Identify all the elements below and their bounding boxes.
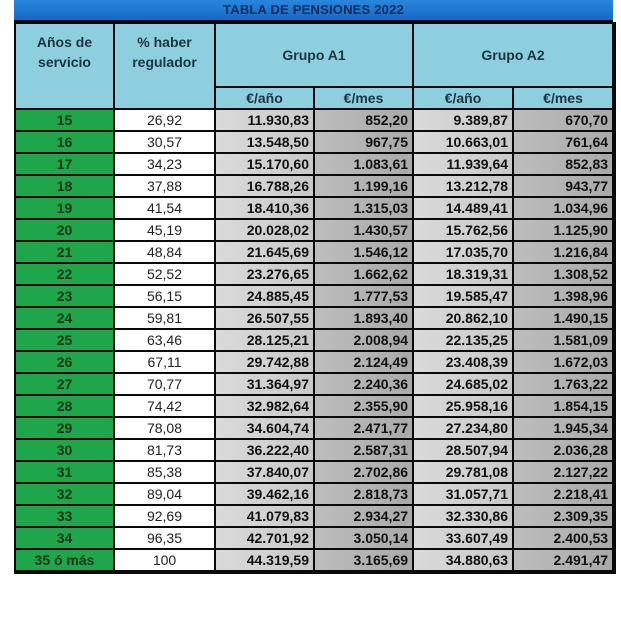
header-a1-year: €/año: [215, 87, 314, 109]
a1-month-amount-cell: 1.083,61: [314, 153, 413, 175]
a2-month-amount-cell: 670,70: [513, 109, 614, 131]
table-row: [15, 131, 614, 153]
a2-year-amount-cell: 34.880,63: [413, 549, 513, 572]
a2-month-amount-cell: 1.945,34: [513, 417, 614, 439]
a1-year-amount-cell: 41.079,83: [215, 505, 314, 527]
a1-month-amount-cell: 1.315,03: [314, 197, 413, 219]
header-years-line2: servicio: [38, 54, 91, 70]
a2-month-amount-cell: 2.491,47: [513, 549, 614, 572]
a2-month-amount-cell: 1.034,96: [513, 197, 614, 219]
table-row: [15, 219, 614, 241]
a2-month-amount-cell: 1.854,15: [513, 395, 614, 417]
table-row: [15, 461, 614, 483]
percent-cell: 67,11: [114, 351, 215, 373]
a2-year-amount-cell: 14.489,41: [413, 197, 513, 219]
percent-cell: 34,23: [114, 153, 215, 175]
a1-month-amount-cell: 2.818,73: [314, 483, 413, 505]
a1-year-amount-cell: 28.125,21: [215, 329, 314, 351]
header-row-groups: [15, 23, 614, 87]
a1-year-amount-cell: 21.645,69: [215, 241, 314, 263]
a1-month-amount-cell: 1.199,16: [314, 175, 413, 197]
table-body: [15, 109, 614, 572]
table-title: TABLA DE PENSIONES 2022: [14, 0, 613, 22]
a2-month-amount-cell: 761,64: [513, 131, 614, 153]
a2-month-amount-cell: 1.581,09: [513, 329, 614, 351]
header-group-a2: Grupo A2: [413, 23, 614, 87]
table-row: [15, 483, 614, 505]
a2-month-amount-cell: 2.400,53: [513, 527, 614, 549]
a1-year-amount-cell: 31.364,97: [215, 373, 314, 395]
a1-year-amount-cell: 37.840,07: [215, 461, 314, 483]
a1-month-amount-cell: 2.240,36: [314, 373, 413, 395]
a2-year-amount-cell: 31.057,71: [413, 483, 513, 505]
header-pct-line2: regulador: [132, 54, 197, 70]
a1-month-amount-cell: 1.893,40: [314, 307, 413, 329]
years-cell: 32: [15, 483, 114, 505]
table-row: [15, 109, 614, 131]
a1-month-amount-cell: 3.050,14: [314, 527, 413, 549]
percent-cell: 85,38: [114, 461, 215, 483]
a2-year-amount-cell: 29.781,08: [413, 461, 513, 483]
a2-year-amount-cell: 18.319,31: [413, 263, 513, 285]
years-cell: 31: [15, 461, 114, 483]
years-cell: 21: [15, 241, 114, 263]
table-row: [15, 153, 614, 175]
a1-year-amount-cell: 26.507,55: [215, 307, 314, 329]
a1-year-amount-cell: 32.982,64: [215, 395, 314, 417]
a1-year-amount-cell: 44.319,59: [215, 549, 314, 572]
a2-year-amount-cell: 13.212,78: [413, 175, 513, 197]
a1-month-amount-cell: 2.355,90: [314, 395, 413, 417]
table-row: [15, 329, 614, 351]
a2-month-amount-cell: 2.127,22: [513, 461, 614, 483]
a1-year-amount-cell: 23.276,65: [215, 263, 314, 285]
years-cell: 18: [15, 175, 114, 197]
a1-month-amount-cell: 852,20: [314, 109, 413, 131]
percent-cell: 92,69: [114, 505, 215, 527]
header-years-of-service: [15, 23, 114, 109]
years-cell: 24: [15, 307, 114, 329]
percent-cell: 52,52: [114, 263, 215, 285]
a1-month-amount-cell: 2.702,86: [314, 461, 413, 483]
a2-year-amount-cell: 22.135,25: [413, 329, 513, 351]
a1-year-amount-cell: 11.930,83: [215, 109, 314, 131]
percent-cell: 78,08: [114, 417, 215, 439]
years-cell: 33: [15, 505, 114, 527]
a2-year-amount-cell: 10.663,01: [413, 131, 513, 153]
table-row: [15, 527, 614, 549]
a1-month-amount-cell: 1.430,57: [314, 219, 413, 241]
header-a2-month: €/mes: [513, 87, 614, 109]
a2-month-amount-cell: 1.490,15: [513, 307, 614, 329]
a1-year-amount-cell: 16.788,26: [215, 175, 314, 197]
years-cell: 17: [15, 153, 114, 175]
years-cell: 30: [15, 439, 114, 461]
percent-cell: 100: [114, 549, 215, 572]
a2-month-amount-cell: 2.309,35: [513, 505, 614, 527]
header-pct-line1: % haber: [137, 34, 192, 50]
table-row: [15, 197, 614, 219]
years-cell: 26: [15, 351, 114, 373]
percent-cell: 70,77: [114, 373, 215, 395]
years-cell: 19: [15, 197, 114, 219]
years-cell: 27: [15, 373, 114, 395]
table-row: [15, 439, 614, 461]
a1-month-amount-cell: 2.471,77: [314, 417, 413, 439]
table-row: [15, 373, 614, 395]
a2-year-amount-cell: 9.389,87: [413, 109, 513, 131]
a2-month-amount-cell: 1.398,96: [513, 285, 614, 307]
a2-month-amount-cell: 852,83: [513, 153, 614, 175]
a1-month-amount-cell: 2.008,94: [314, 329, 413, 351]
table-row: [15, 417, 614, 439]
a2-month-amount-cell: 2.218,41: [513, 483, 614, 505]
a2-month-amount-cell: 1.308,52: [513, 263, 614, 285]
a1-month-amount-cell: 2.124,49: [314, 351, 413, 373]
a2-month-amount-cell: 1.763,22: [513, 373, 614, 395]
years-cell: 23: [15, 285, 114, 307]
a2-year-amount-cell: 33.607,49: [413, 527, 513, 549]
years-cell: 34: [15, 527, 114, 549]
years-cell: 28: [15, 395, 114, 417]
years-cell: 29: [15, 417, 114, 439]
percent-cell: 74,42: [114, 395, 215, 417]
table-row: [15, 175, 614, 197]
header-percent-regulator: [114, 23, 215, 109]
years-cell: 15: [15, 109, 114, 131]
a1-year-amount-cell: 13.548,50: [215, 131, 314, 153]
a1-year-amount-cell: 15.170,60: [215, 153, 314, 175]
a1-year-amount-cell: 34.604,74: [215, 417, 314, 439]
a1-year-amount-cell: 42.701,92: [215, 527, 314, 549]
a2-month-amount-cell: 1.216,84: [513, 241, 614, 263]
a2-year-amount-cell: 15.762,56: [413, 219, 513, 241]
years-cell: 35 ó más: [15, 549, 114, 572]
a2-year-amount-cell: 28.507,94: [413, 439, 513, 461]
pension-table-container: [14, 0, 613, 574]
table-row: [15, 351, 614, 373]
years-cell: 25: [15, 329, 114, 351]
pension-table: [14, 22, 616, 574]
header-group-a1: Grupo A1: [215, 23, 413, 87]
a1-month-amount-cell: 1.662,62: [314, 263, 413, 285]
a2-year-amount-cell: 25.958,16: [413, 395, 513, 417]
table-row: [15, 263, 614, 285]
a1-year-amount-cell: 20.028,02: [215, 219, 314, 241]
table-row: [15, 549, 614, 572]
table-row: [15, 307, 614, 329]
a1-year-amount-cell: 29.742,88: [215, 351, 314, 373]
table-row: [15, 241, 614, 263]
a2-year-amount-cell: 17.035,70: [413, 241, 513, 263]
percent-cell: 63,46: [114, 329, 215, 351]
a2-month-amount-cell: 2.036,28: [513, 439, 614, 461]
a1-year-amount-cell: 24.885,45: [215, 285, 314, 307]
percent-cell: 30,57: [114, 131, 215, 153]
percent-cell: 89,04: [114, 483, 215, 505]
a2-year-amount-cell: 27.234,80: [413, 417, 513, 439]
percent-cell: 59,81: [114, 307, 215, 329]
a1-month-amount-cell: 967,75: [314, 131, 413, 153]
a1-month-amount-cell: 2.934,27: [314, 505, 413, 527]
a1-year-amount-cell: 18.410,36: [215, 197, 314, 219]
percent-cell: 26,92: [114, 109, 215, 131]
a2-month-amount-cell: 943,77: [513, 175, 614, 197]
a1-month-amount-cell: 1.777,53: [314, 285, 413, 307]
a1-year-amount-cell: 36.222,40: [215, 439, 314, 461]
a1-month-amount-cell: 3.165,69: [314, 549, 413, 572]
table-row: [15, 285, 614, 307]
years-cell: 22: [15, 263, 114, 285]
percent-cell: 41,54: [114, 197, 215, 219]
a2-year-amount-cell: 19.585,47: [413, 285, 513, 307]
a2-year-amount-cell: 11.939,64: [413, 153, 513, 175]
a2-year-amount-cell: 32.330,86: [413, 505, 513, 527]
percent-cell: 37,88: [114, 175, 215, 197]
a1-month-amount-cell: 2.587,31: [314, 439, 413, 461]
header-a2-year: €/año: [413, 87, 513, 109]
percent-cell: 48,84: [114, 241, 215, 263]
a1-year-amount-cell: 39.462,16: [215, 483, 314, 505]
percent-cell: 81,73: [114, 439, 215, 461]
a2-year-amount-cell: 24.685,02: [413, 373, 513, 395]
percent-cell: 56,15: [114, 285, 215, 307]
header-years-line1: Años de: [36, 34, 93, 50]
table-row: [15, 505, 614, 527]
years-cell: 16: [15, 131, 114, 153]
a2-year-amount-cell: 23.408,39: [413, 351, 513, 373]
table-row: [15, 395, 614, 417]
percent-cell: 96,35: [114, 527, 215, 549]
header-a1-month: €/mes: [314, 87, 413, 109]
a2-year-amount-cell: 20.862,10: [413, 307, 513, 329]
a1-month-amount-cell: 1.546,12: [314, 241, 413, 263]
a2-month-amount-cell: 1.672,03: [513, 351, 614, 373]
percent-cell: 45,19: [114, 219, 215, 241]
years-cell: 20: [15, 219, 114, 241]
a2-month-amount-cell: 1.125,90: [513, 219, 614, 241]
